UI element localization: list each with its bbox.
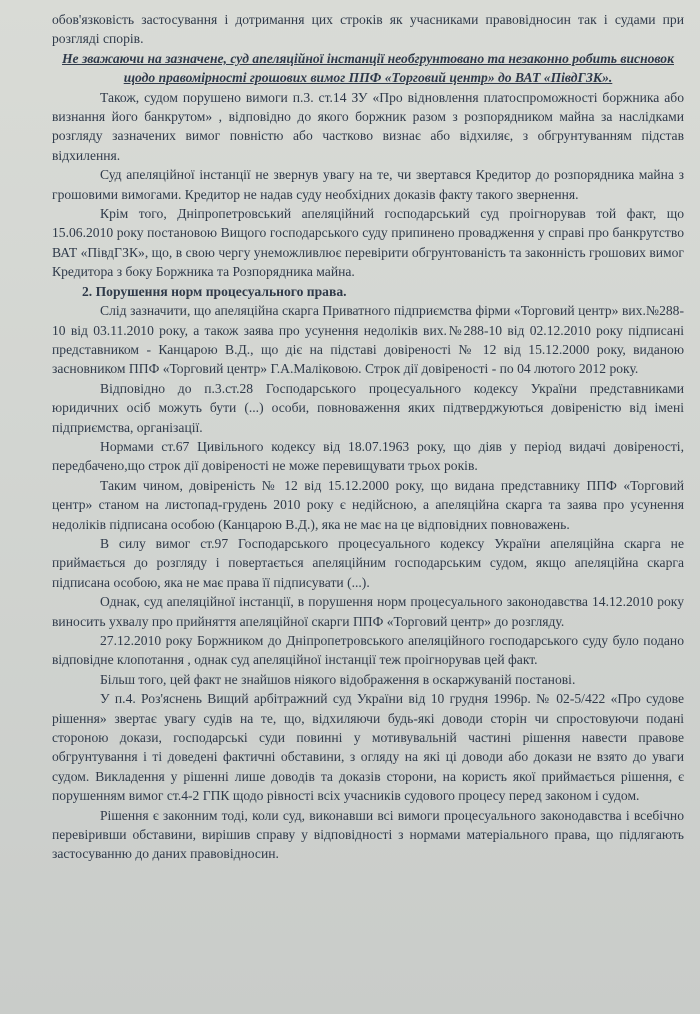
paragraph-8: Відповідно до п.3.ст.28 Господарського процесуального кодексу України представниками юридичних осіб можуть бути (...) особи, повноваження яких підтверджуються довіреністю від імені підприємства, організації. [52, 380, 684, 435]
paragraph-1: обов'язковість застосування і дотримання цих строків як учасниками правовідносин так і судами при розгляді спорів. [52, 12, 684, 47]
paragraph-5: Крім того, Дніпропетровський апеляційний господарський суд проігнорував той факт, що 15.06.2010 року постановою Вищого господарського суду припинено провадження у справі про банкрутство ВАТ «ПівдГЗК», що, в свою чергу унеможливлює перевірити обгрунтованість та законність грошових вимог Кредитора з боку Боржника та Розпорядника майна. [52, 206, 684, 280]
paragraph-4: Суд апеляційної інстанції не звернув увагу на те, чи звертався Кредитор до розпорядника майна з грошовими вимогами. Кредитор не надав суду необхідних доказів факту такого звернення. [52, 167, 684, 202]
paragraph-11: В силу вимог ст.97 Господарського процесуального кодексу України апеляційна скарга не приймається до розгляду і повертається апеляційним господарським судом, якщо апеляційна скарга підписана особою, яка не має права її підписувати (...). [52, 535, 684, 590]
paragraph-15: У п.4. Роз'яснень Вищий арбітражний суд України від 10 грудня 1996р. № 02-5/422 «Про судове рішення» звертає увагу судів на те, що, відхиляючи будь-які доводи сторін чи спростовуючи подані стороною докази, господарські суди повинні у мотивувальній частині рішення навести правове обгрунтування і ті доведені фактичні обставини, з огляду на які ці доводи або докази не взято до уваги судом. Викладення у рішенні лише доводів та доказів сторони, на користь якої приймається рішення, є порушенням вимог ст.4-2 ГПК щодо рівності всіх учасників судового процесу перед законом і судом. [52, 691, 684, 804]
highlight-heading: Не зважаючи на зазначене, суд апеляційної інстанції необгрунтовано та незаконно робить висновок щодо правомірності грошових вимог ППФ «Торговий центр» до ВАТ «ПівдГЗК». [61, 50, 674, 86]
paragraph-13: 27.12.2010 року Боржником до Дніпропетровського апеляційного господарського суду було подано відповідне клопотання , однак суд апеляційної інстанції теж проігнорував цей факт. [52, 633, 684, 668]
paragraph-14: Більш того, цей факт не знайшов ніякого відображення в оскаржуваній постанові. [100, 671, 576, 687]
paragraph-16: Рішення є законним тоді, коли суд, виконавши всі вимоги процесуального законодавства і всебічно перевіривши обставини, вирішив справу у відповідності з нормами матеріального права, що підлягають застосуванню до даних правовідносин. [52, 807, 684, 862]
document-text [52, 10, 684, 864]
paragraph-9: Нормами ст.67 Цивільного кодексу від 18.07.1963 року, що діяв у період видачі довіреності, передбачено,що строк дії довіреності не може перевищувати трьох років. [52, 438, 684, 474]
paragraph-12: Однак, суд апеляційної інстанції, в порушення норм процесуального законодавства 14.12.2010 року виносить ухвалу про прийняття апеляційної скарги ППФ «Торговий центр» до розгляду. [52, 594, 684, 629]
paragraph-10: Таким чином, довіреність № 12 від 15.12.2000 року, що видана представнику ППФ «Торговий центр» станом на листопад-грудень 2010 року є недійсною, а апеляційна скарга та заява про усунення недоліків підписана особою (Канцарою В.Д.), яка не має на це відповідних повноважень. [52, 477, 684, 532]
section-heading: 2. Порушення норм процесуального права. [82, 283, 347, 299]
paragraph-7: Слід зазначити, що апеляційна скарга Приватного підприємства фірми «Торговий центр» вих.№288-10 від 03.11.2010 року, а також заява про усунення недоліків вих.№288-10 від 02.12.2010 року підписані представником - Канцарою В.Д., що діє на підставі довіреності № 12 від 15.12.2000 року, виданою засновником ППФ «Торговий центр» Г.А.Маліковою. Строк дії довіреності - по 04 лютого 2012 року. [52, 303, 684, 377]
paragraph-3: Також, судом порушено вимоги п.3. ст.14 ЗУ «Про відновлення платоспроможності боржника або визнання його банкрутом» , відповідно до якого боржник разом з розпорядником майна за наслідками розгляду зазначених вимог повністю або частково визнає або відхиляє, з обгрунтуванням підстав відхилення. [52, 89, 684, 163]
